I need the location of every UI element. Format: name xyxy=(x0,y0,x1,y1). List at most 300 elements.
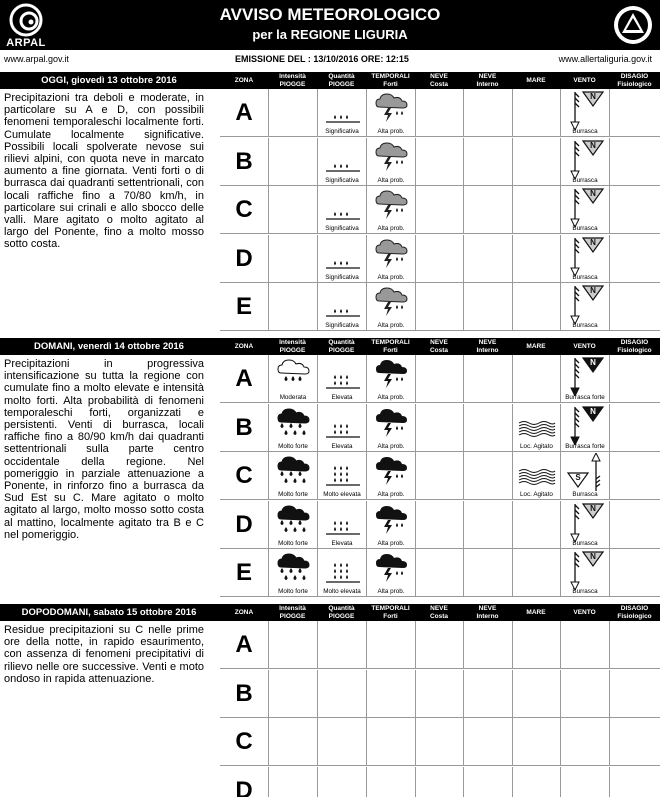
zone-row xyxy=(220,670,660,718)
cell-intensita xyxy=(268,404,317,452)
wind-arrow-icon xyxy=(566,453,606,493)
column-header-line1: TEMPORALI xyxy=(371,73,410,80)
day-section xyxy=(0,604,660,797)
zone-row xyxy=(220,186,660,234)
zone-row xyxy=(220,404,660,452)
rain-amount-icon xyxy=(323,101,363,127)
cell-disagio xyxy=(609,501,660,549)
cell-intensita xyxy=(268,670,317,718)
cell-intensita xyxy=(268,452,317,500)
cell-caption: Elevata xyxy=(331,394,353,401)
day-header xyxy=(0,72,660,89)
wind-arrow-icon xyxy=(566,90,606,130)
cell-neve-interno xyxy=(463,89,512,137)
cell-quantita xyxy=(317,355,366,403)
zone-row xyxy=(220,501,660,549)
cell-mare xyxy=(512,138,560,186)
cell-temporali xyxy=(366,138,415,186)
cell-caption: Loc. Agitato xyxy=(520,491,553,498)
day-description: Precipitazioni in progressiva intensificazione su tutta la regione con cumulate fino a molto elevate e intensità molto forti. Alta probabilità di fenomeni temporaleschi forti, organizzati e persistenti. Venti di burrasca, locali raffiche fino a 80/90 km/h dai quadranti settentrionali sulla parte centro occidentale della regione. Nel pomeriggio in parziale attenuazione a Ponente, in rinforzo fino a burrasca da Sud Est su C. Mare agitato o molto agitato al largo, molto mosso sotto costa al mattino, localmente agitato tra B e C nel pomeriggio. xyxy=(4,358,204,541)
cell-mare xyxy=(512,452,560,500)
cell-neve-interno xyxy=(463,501,512,549)
cell-neve-costa xyxy=(415,186,463,234)
zone-letter: D xyxy=(235,776,253,797)
cell-temporali xyxy=(366,718,415,766)
column-header xyxy=(560,609,609,617)
cell-quantita xyxy=(317,501,366,549)
allerta-link[interactable]: www.allertaliguria.gov.it xyxy=(558,54,652,64)
zone-letter: D xyxy=(235,244,253,272)
column-header-line1: TEMPORALI xyxy=(371,605,410,612)
cell-temporali xyxy=(366,452,415,500)
cell-quantita xyxy=(317,549,366,597)
cell-disagio xyxy=(609,670,660,718)
cell-intensita xyxy=(268,138,317,186)
cell-temporali xyxy=(366,501,415,549)
cell-intensita xyxy=(268,186,317,234)
cell-disagio xyxy=(609,404,660,452)
column-header-line2: Fisiologico xyxy=(617,346,652,354)
column-header-line2: PIOGGE xyxy=(328,612,355,620)
cell-temporali xyxy=(366,767,415,797)
zone-letter: E xyxy=(235,559,252,586)
column-header-line1: NEVE xyxy=(478,73,497,80)
rain-amount-icon xyxy=(323,295,363,321)
cell-disagio xyxy=(609,452,660,500)
zone-letter: E xyxy=(235,293,252,320)
thunderstorm-icon xyxy=(375,456,409,486)
rain-cloud-icon xyxy=(277,408,311,438)
column-header xyxy=(317,339,366,354)
cell-vento xyxy=(560,89,609,137)
cell-mare xyxy=(512,355,560,403)
column-header-line1: Quantità xyxy=(328,605,355,612)
cell-caption: Alta prob. xyxy=(377,273,405,281)
zone-letter: A xyxy=(235,99,253,126)
wind-direction-label: N xyxy=(589,140,596,150)
zone-row xyxy=(220,89,660,137)
cell-neve-costa xyxy=(415,138,463,186)
column-header xyxy=(609,605,660,620)
cell-caption: Burrasca xyxy=(572,539,598,547)
header-bar xyxy=(0,0,660,50)
column-header-line1: Intensità xyxy=(279,73,306,80)
cell-mare xyxy=(512,501,560,549)
zone-letter: B xyxy=(235,679,253,707)
wind-arrow-icon xyxy=(566,139,606,179)
cell-vento xyxy=(560,718,609,766)
wind-direction-label: S xyxy=(574,473,581,482)
wind-arrow-icon xyxy=(566,502,606,542)
cell-caption: Molto forte xyxy=(278,442,308,450)
cell-caption: Significativa xyxy=(325,225,359,232)
cell-caption: Moderata xyxy=(279,394,307,401)
column-header xyxy=(512,609,560,617)
day-section xyxy=(0,72,660,334)
column-header-line2: Interno xyxy=(476,80,499,88)
zone-letter: A xyxy=(235,365,253,392)
cell-quantita xyxy=(317,670,366,718)
thunderstorm-icon xyxy=(375,142,409,172)
column-header xyxy=(560,77,609,85)
cell-temporali xyxy=(366,355,415,403)
cell-caption: Alta prob. xyxy=(377,442,405,450)
column-header xyxy=(268,73,317,88)
zone-row xyxy=(220,452,660,500)
cell-neve-costa xyxy=(415,621,463,669)
cell-caption: Alta prob. xyxy=(377,225,405,232)
cell-neve-costa xyxy=(415,767,463,797)
day-header xyxy=(0,338,660,355)
cell-temporali xyxy=(366,404,415,452)
cell-neve-costa xyxy=(415,718,463,766)
cell-mare xyxy=(512,718,560,766)
wind-arrow-icon xyxy=(566,405,606,445)
column-header-line2: PIOGGE xyxy=(328,80,355,88)
column-header-line2: Forti xyxy=(383,346,398,354)
zone-letter: D xyxy=(235,510,253,538)
thunderstorm-icon xyxy=(375,239,409,269)
cell-neve-costa xyxy=(415,670,463,718)
column-header-line1: VENTO xyxy=(573,343,596,350)
cell-mare xyxy=(512,621,560,669)
column-header-line2: Fisiologico xyxy=(617,80,652,88)
cell-neve-interno xyxy=(463,621,512,669)
column-header xyxy=(463,339,512,354)
cell-neve-costa xyxy=(415,283,463,331)
zone-letter: A xyxy=(235,631,253,658)
cell-neve-costa xyxy=(415,452,463,500)
zone-letter: B xyxy=(235,147,253,175)
column-header-line1: NEVE xyxy=(430,339,448,346)
cell-neve-interno xyxy=(463,283,512,331)
cell-caption: Molto forte xyxy=(278,588,308,595)
cell-quantita xyxy=(317,404,366,452)
column-header xyxy=(366,605,415,620)
column-header-line2: Fisiologico xyxy=(617,612,652,620)
cell-caption: Alta prob. xyxy=(377,128,405,135)
column-header xyxy=(220,609,268,617)
cell-neve-costa xyxy=(415,501,463,549)
info-bar xyxy=(0,50,660,68)
column-header-line2: PIOGGE xyxy=(328,346,355,354)
cell-caption: Significativa xyxy=(325,176,359,184)
column-header-line1: VENTO xyxy=(573,609,596,616)
column-header xyxy=(220,77,268,85)
column-header-line2: Costa xyxy=(429,612,449,620)
cell-quantita xyxy=(317,89,366,137)
rain-cloud-icon xyxy=(277,553,311,583)
zone-row xyxy=(220,355,660,403)
day-title: OGGI, giovedì 13 ottobre 2016 xyxy=(41,75,177,86)
day-title: DOMANI, venerdì 14 ottobre 2016 xyxy=(34,341,184,352)
cell-disagio xyxy=(609,283,660,331)
column-header-line1: ZONA xyxy=(234,609,254,616)
cell-caption: Burrasca xyxy=(572,491,598,498)
zone-letter: C xyxy=(235,728,253,755)
cell-quantita xyxy=(317,283,366,331)
column-header-line1: Intensità xyxy=(279,339,306,346)
column-header-line1: VENTO xyxy=(573,77,596,84)
wind-arrow-icon xyxy=(566,356,606,396)
rain-amount-icon xyxy=(323,513,363,539)
cell-neve-interno xyxy=(463,549,512,597)
arpal-link[interactable]: www.arpal.gov.it xyxy=(4,54,69,64)
column-header-line1: MARE xyxy=(526,343,546,350)
cell-caption: Elevata xyxy=(331,442,353,450)
column-header-line2: PIOGGE xyxy=(279,80,306,88)
column-header-line1: Quantità xyxy=(328,73,355,80)
cell-disagio xyxy=(609,186,660,234)
zone-row xyxy=(220,138,660,186)
cell-intensita xyxy=(268,501,317,549)
thunderstorm-icon xyxy=(375,93,409,123)
column-header xyxy=(512,343,560,351)
cell-vento xyxy=(560,670,609,718)
wind-arrow-icon xyxy=(566,236,606,276)
zone-row xyxy=(220,767,660,797)
cell-disagio xyxy=(609,718,660,766)
cell-caption: Burrasca xyxy=(572,273,598,281)
column-header-line1: Quantità xyxy=(328,339,355,346)
column-header-line1: NEVE xyxy=(478,605,497,612)
thunderstorm-icon xyxy=(375,287,409,317)
page-subtitle: per la REGIONE LIGURIA xyxy=(252,27,408,42)
cell-mare xyxy=(512,404,560,452)
cell-mare xyxy=(512,670,560,718)
cell-caption: Burrasca xyxy=(572,322,598,329)
zone-row xyxy=(220,621,660,669)
cell-vento xyxy=(560,138,609,186)
wind-direction-label: N xyxy=(589,189,596,198)
protezione-civile-icon xyxy=(612,4,654,46)
day-description: Residue precipitazioni su C nelle prime ore della notte, in rapido esaurimento, con assenza di fenomeni precipitativi di rilievo nelle ore successive. Venti e moto ondoso in rapida attenuazione. xyxy=(4,624,204,685)
rough-sea-icon xyxy=(517,468,557,486)
rain-amount-icon xyxy=(323,464,363,490)
cell-mare xyxy=(512,549,560,597)
cell-disagio xyxy=(609,235,660,283)
rain-cloud-icon xyxy=(277,359,311,389)
cell-mare xyxy=(512,186,560,234)
wind-direction-label: N xyxy=(589,237,596,247)
cell-neve-interno xyxy=(463,404,512,452)
zone-row xyxy=(220,549,660,597)
day-section xyxy=(0,338,660,600)
cell-caption: Alta prob. xyxy=(377,588,405,595)
cell-vento xyxy=(560,452,609,500)
rain-amount-icon xyxy=(323,150,363,176)
emission-date: EMISSIONE DEL : 13/10/2016 ORE: 12:15 xyxy=(235,54,409,64)
cell-caption: Burrasca xyxy=(572,128,598,135)
wind-direction-label: N xyxy=(589,286,596,295)
cell-vento xyxy=(560,549,609,597)
column-header-line2: Forti xyxy=(383,612,398,620)
cell-quantita xyxy=(317,718,366,766)
cell-neve-costa xyxy=(415,404,463,452)
zone-row xyxy=(220,235,660,283)
column-header-line2: PIOGGE xyxy=(279,612,306,620)
rain-amount-icon xyxy=(323,367,363,393)
cell-neve-costa xyxy=(415,235,463,283)
cell-temporali xyxy=(366,549,415,597)
cell-intensita xyxy=(268,549,317,597)
column-header-line1: NEVE xyxy=(430,605,448,612)
cell-caption: Burrasca xyxy=(572,588,598,595)
column-header xyxy=(609,73,660,88)
cell-quantita xyxy=(317,235,366,283)
cell-caption: Alta prob. xyxy=(377,491,405,498)
column-header xyxy=(512,77,560,85)
column-header-line1: NEVE xyxy=(430,73,448,80)
wind-direction-label: N xyxy=(589,503,596,513)
cell-intensita xyxy=(268,767,317,797)
thunderstorm-icon xyxy=(375,190,409,220)
column-header-line1: MARE xyxy=(526,609,546,616)
cell-temporali xyxy=(366,186,415,234)
rough-sea-icon xyxy=(517,420,557,438)
cell-vento xyxy=(560,186,609,234)
cell-caption: Loc. Agitato xyxy=(520,442,553,450)
cell-neve-interno xyxy=(463,452,512,500)
wind-direction-label: N xyxy=(589,358,596,367)
cell-intensita xyxy=(268,235,317,283)
column-header xyxy=(463,605,512,620)
cell-disagio xyxy=(609,89,660,137)
wind-direction-label: N xyxy=(589,92,596,101)
column-header-line1: DISAGIO xyxy=(620,605,649,612)
cell-intensita xyxy=(268,621,317,669)
cell-mare xyxy=(512,283,560,331)
thunderstorm-icon xyxy=(375,408,409,438)
zone-letter: B xyxy=(235,413,253,441)
cell-caption: Burrasca forte xyxy=(565,394,605,401)
cell-temporali xyxy=(366,89,415,137)
cell-vento xyxy=(560,283,609,331)
page-title: AVVISO METEOROLOGICO xyxy=(219,5,441,24)
column-header xyxy=(415,339,463,354)
wind-arrow-icon xyxy=(566,550,606,590)
cell-quantita xyxy=(317,621,366,669)
column-header xyxy=(366,73,415,88)
cell-vento xyxy=(560,355,609,403)
column-header-line1: DISAGIO xyxy=(620,73,649,80)
column-header-line1: ZONA xyxy=(234,77,254,84)
column-header xyxy=(463,73,512,88)
cell-neve-costa xyxy=(415,355,463,403)
cell-neve-costa xyxy=(415,549,463,597)
cell-neve-interno xyxy=(463,235,512,283)
cell-intensita xyxy=(268,283,317,331)
zone-letter: C xyxy=(235,462,253,489)
cell-intensita xyxy=(268,718,317,766)
column-header xyxy=(415,605,463,620)
wind-arrow-icon xyxy=(566,284,606,324)
day-title: DOPODOMANI, sabato 15 ottobre 2016 xyxy=(21,607,197,618)
cell-disagio xyxy=(609,138,660,186)
cell-caption: Significativa xyxy=(325,273,359,281)
cell-neve-interno xyxy=(463,138,512,186)
cell-temporali xyxy=(366,670,415,718)
column-header xyxy=(268,605,317,620)
rain-amount-icon xyxy=(323,247,363,273)
column-header xyxy=(317,73,366,88)
cell-disagio xyxy=(609,549,660,597)
cell-mare xyxy=(512,767,560,797)
cell-disagio xyxy=(609,621,660,669)
zone-row xyxy=(220,283,660,331)
column-header xyxy=(609,339,660,354)
column-header xyxy=(220,343,268,351)
column-header-line1: DISAGIO xyxy=(620,339,649,346)
cell-caption: Alta prob. xyxy=(377,176,405,184)
column-header-line1: MARE xyxy=(526,77,546,84)
cell-disagio xyxy=(609,767,660,797)
cell-caption: Burrasca forte xyxy=(565,442,605,450)
rain-amount-icon xyxy=(323,198,363,224)
cell-caption: Burrasca xyxy=(572,176,598,184)
column-header-line1: ZONA xyxy=(234,343,254,350)
zone-letter: C xyxy=(235,196,253,223)
cell-mare xyxy=(512,235,560,283)
wind-direction-label: N xyxy=(589,552,596,561)
rain-amount-icon xyxy=(323,561,363,587)
cell-caption: Significativa xyxy=(325,128,359,135)
cell-quantita xyxy=(317,138,366,186)
column-header-line2: Interno xyxy=(476,612,499,620)
cell-caption: Molto elevata xyxy=(323,588,361,595)
cell-neve-interno xyxy=(463,718,512,766)
cell-caption: Alta prob. xyxy=(377,539,405,547)
cell-caption: Elevata xyxy=(331,539,353,547)
cell-neve-costa xyxy=(415,89,463,137)
cell-neve-interno xyxy=(463,355,512,403)
cell-caption: Significativa xyxy=(325,322,359,329)
cell-vento xyxy=(560,501,609,549)
arpal-logo-text: ARPAL xyxy=(6,37,46,49)
rain-cloud-icon xyxy=(277,505,311,535)
wind-arrow-icon xyxy=(566,187,606,227)
thunderstorm-icon xyxy=(375,505,409,535)
cell-vento xyxy=(560,767,609,797)
thunderstorm-icon xyxy=(375,553,409,583)
day-header xyxy=(0,604,660,621)
cell-intensita xyxy=(268,89,317,137)
cell-temporali xyxy=(366,235,415,283)
cell-disagio xyxy=(609,355,660,403)
cell-neve-interno xyxy=(463,670,512,718)
wind-direction-label: N xyxy=(589,406,596,416)
column-header-line2: Interno xyxy=(476,346,499,354)
column-header-line1: Intensità xyxy=(279,605,306,612)
cell-intensita xyxy=(268,355,317,403)
column-header xyxy=(268,339,317,354)
column-header xyxy=(415,73,463,88)
column-header-line1: NEVE xyxy=(478,339,497,346)
cell-neve-interno xyxy=(463,767,512,797)
cell-caption: Molto elevata xyxy=(323,491,361,498)
cell-neve-interno xyxy=(463,186,512,234)
column-header xyxy=(560,343,609,351)
cell-temporali xyxy=(366,283,415,331)
cell-temporali xyxy=(366,621,415,669)
cell-quantita xyxy=(317,452,366,500)
column-header-line2: Costa xyxy=(429,346,449,354)
zone-row xyxy=(220,718,660,766)
day-description: Precipitazioni tra deboli e moderate, in particolare su A e D, con possibili fenomeni temporaleschi localmente forti. Cumulate localmente significative. Possibili locali spolverate nevose sui rilievi alpini, con quota neve in marcato aumento a fine giornata. Venti forti o di burrasca dai quadranti settentrionali, con locali raffiche fino a 70/80 km/h, in particolare sui crinali e allo sbocco delle valli. Mare agitato o molto agitato al largo del Ponente, fino a molto mosso sotto costa. xyxy=(4,92,204,251)
cell-caption: Molto forte xyxy=(278,539,308,547)
cell-mare xyxy=(512,89,560,137)
thunderstorm-icon xyxy=(375,359,409,389)
